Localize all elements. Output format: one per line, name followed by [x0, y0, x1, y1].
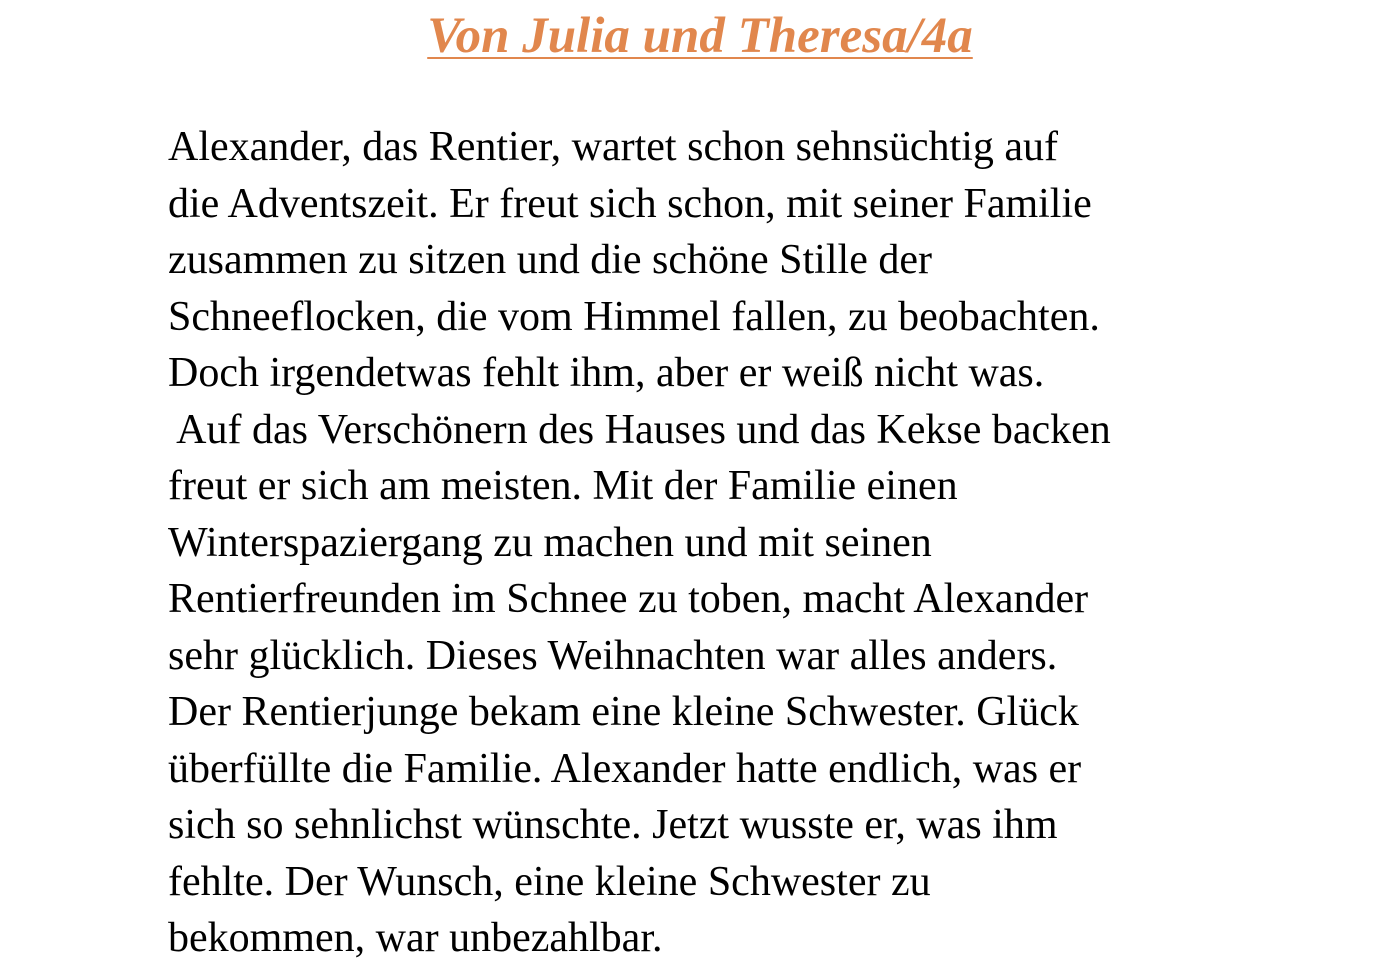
story-line: die Adventszeit. Er freut sich schon, mit seiner Familie: [168, 180, 1092, 227]
story-line: sich so sehnlichst wünschte. Jetzt wusste er, was ihm: [168, 802, 1058, 848]
story-line: Winterspaziergang zu machen und mit seinen: [168, 519, 932, 566]
story-line: überfüllte die Familie. Alexander hatte endlich, was er: [168, 745, 1082, 792]
story-line: sehr glücklich. Dieses Weihnachten war alles anders.: [168, 632, 1058, 679]
story-line: Der Rentierjunge bekam eine kleine Schwester. Glück: [168, 689, 1079, 735]
story-line: Rentierfreunden im Schnee zu toben, macht Alexander: [168, 576, 1089, 622]
story-line: fehlte. Der Wunsch, eine kleine Schwester zu: [168, 858, 931, 905]
story-line: zusammen zu sitzen und die schöne Stille der: [168, 237, 932, 283]
story-line: bekommen, war unbezahlbar.: [168, 915, 663, 961]
story-line: Auf das Verschönern des Hauses und das Kekse backen: [168, 406, 1111, 453]
story-line: Alexander, das Rentier, wartet schon sehnsüchtig auf: [168, 124, 1059, 170]
document-title: Von Julia und Theresa/4a: [427, 8, 973, 64]
story-line: freut er sich am meisten. Mit der Familie einen: [168, 463, 958, 509]
story-line: Schneeflocken, die vom Himmel fallen, zu beobachten.: [168, 293, 1100, 340]
story-line: Doch irgendetwas fehlt ihm, aber er weiß nicht was.: [168, 350, 1045, 396]
story-text: [168, 119, 1368, 967]
